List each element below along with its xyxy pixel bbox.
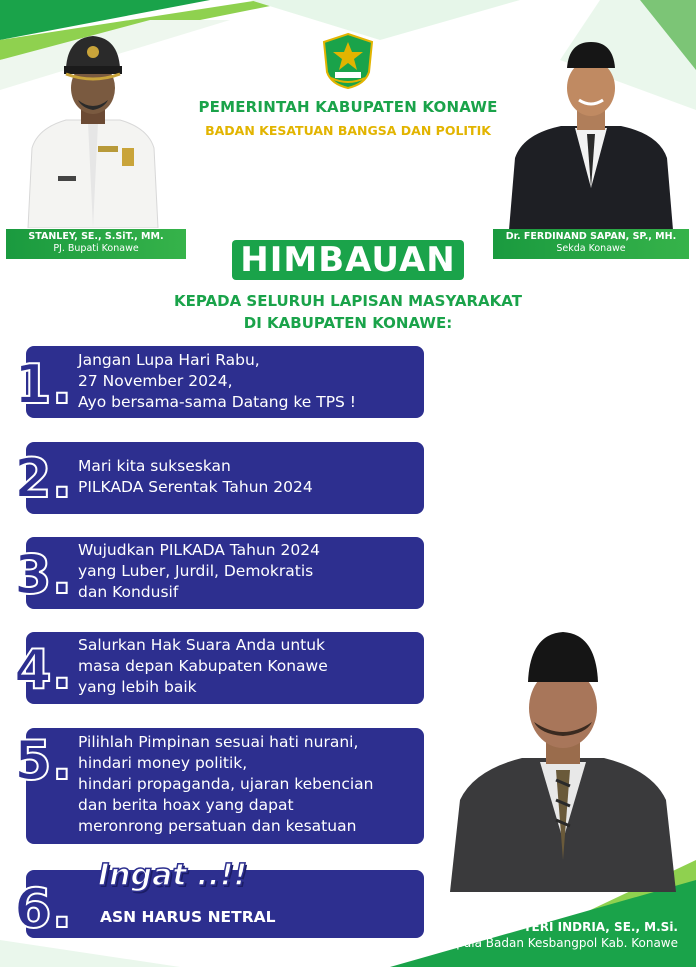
subtitle [120,290,576,334]
item-5-line-5: meronrong persatuan dan kesatuan [78,817,357,835]
official-bottom-name: TERI INDRIA, SE., M.Si. [523,920,678,934]
organization-name: PEMERINTAH KABUPATEN KONAWE [198,98,498,116]
item-4-line-3: yang lebih baik [78,678,197,696]
item-3-line-1: Wujudkan PILKADA Tahun 2024 [78,541,321,559]
official-right-name: Dr. FERDINAND SAPAN, SP., MH. [505,231,677,242]
item-4-text [78,635,418,698]
official-bottom-photo [444,630,682,892]
item-2-number: 2. [14,447,73,510]
item-2-text [78,456,418,498]
official-left-name: STANLEY, SE., S.SiT., MM. [28,231,164,242]
caption-right [493,229,689,259]
official-bottom-title: Kepala Badan Kesbangpol Kab. Konawe [441,936,678,950]
item-4-line-2: masa depan Kabupaten Konawe [78,657,328,675]
item-5-line-2: hindari money politik, [78,754,248,772]
regency-emblem-icon [321,32,375,90]
item-3-line-3: dan Kondusif [78,583,179,601]
item-5-line-1: Pilihlah Pimpinan sesuai hati nurani, [78,733,359,751]
official-left-title: PJ. Bupati Konawe [53,242,139,254]
item-2-line-2: PILKADA Serentak Tahun 2024 [78,478,313,496]
portrait-left [18,28,168,228]
subtitle-line-1: KEPADA SELURUH LAPISAN MASYARAKAT [174,292,522,310]
agency-name: BADAN KESATUAN BANGSA DAN POLITIK [205,123,491,138]
item-3-text [78,540,418,603]
item-4-line-1: Salurkan Hak Suara Anda untuk [78,636,326,654]
item-1-line-1: Jangan Lupa Hari Rabu, [78,351,260,369]
subtitle-line-2: DI KABUPATEN KONAWE: [243,314,453,332]
caption-left [6,229,186,259]
item-3-line-2: yang Luber, Jurdil, Demokratis [78,562,314,580]
item-1-text [78,350,418,413]
official-left-photo [18,28,168,228]
official-right-photo [503,38,679,230]
official-right-title: Sekda Konawe [556,242,626,254]
item-2-line-1: Mari kita sukseskan [78,457,231,475]
item-5-line-3: hindari propaganda, ujaran kebencian [78,775,374,793]
item-6-number: 6. [14,877,73,940]
item-6-headline: Ingat ..!! [98,858,248,893]
caption-bottom [348,920,678,950]
item-4-number: 4. [14,638,73,701]
item-1-number: 1. [14,353,73,416]
item-5-text [78,732,423,837]
item-5-line-4: dan berita hoax yang dapat [78,796,294,814]
item-1-line-3: Ayo bersama-sama Datang ke TPS ! [78,393,357,411]
portrait-right [503,38,679,230]
item-5-number: 5. [14,729,73,792]
item-3-number: 3. [14,543,73,606]
main-title: HIMBAUAN [240,240,456,280]
item-1-line-2: 27 November 2024, [78,372,233,390]
portrait-bottom [444,630,682,892]
item-6-text: ASN HARUS NETRAL [100,908,276,926]
